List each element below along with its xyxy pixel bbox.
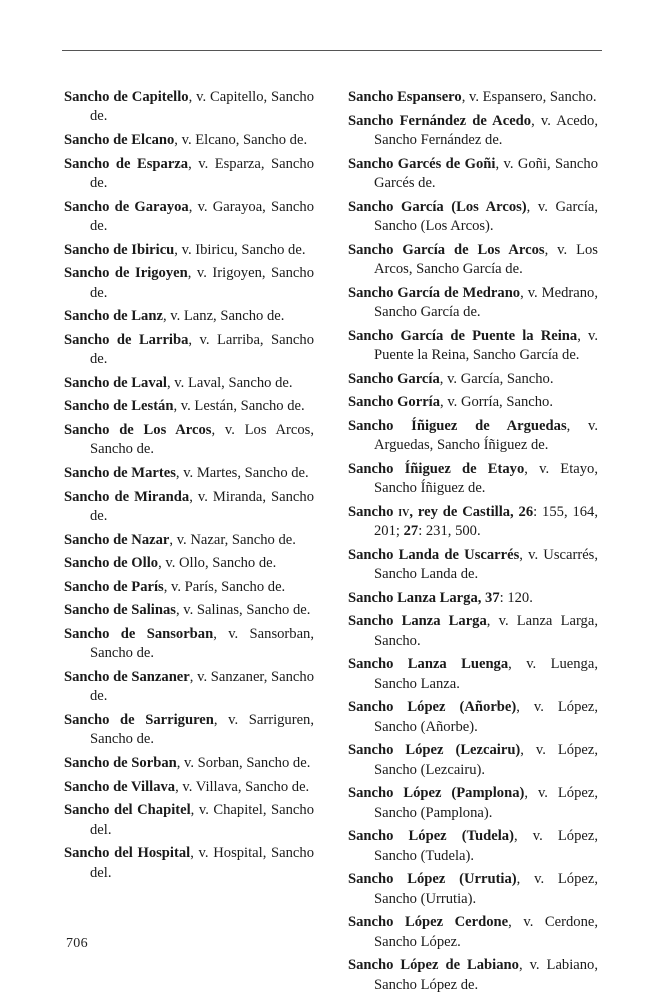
index-entry: [64, 374, 314, 393]
index-entry: [64, 198, 314, 237]
index-entry: [348, 827, 598, 866]
entry-reference: , v. Miranda, Sancho de.: [90, 488, 315, 524]
entry-heading: 26: [518, 503, 534, 520]
entry-heading: Sancho de Laval: [64, 374, 167, 391]
entry-reference: , v. Chapitel, Sancho del.: [90, 802, 314, 838]
entry-reference: , v. Villava, Sancho de.: [175, 778, 310, 795]
index-entry: [348, 112, 598, 151]
index-entry: [348, 417, 598, 456]
entry-reference: , v. Sanzaner, Sancho de.: [90, 668, 314, 705]
entry-reference: , v. Garayoa, Sancho de.: [90, 198, 314, 234]
entry-reference: , v. Cerdone, Sancho López.: [374, 914, 598, 950]
entry-reference: , v. Puente la Reina, Sancho García de.: [374, 327, 599, 363]
entry-heading: Sancho García de Los Arcos: [348, 241, 545, 258]
entry-reference: , v. Nazar, Sancho de.: [169, 531, 296, 548]
entry-heading: Sancho López (Tudela): [348, 828, 514, 845]
entry-reference: , v. López, Sancho (Añorbe).: [374, 699, 598, 735]
entry-reference: : 155, 164, 201;: [374, 503, 598, 540]
entry-reference: , v. Medrano, Sancho García de.: [374, 284, 598, 320]
entry-heading: Sancho del Hospital: [64, 845, 191, 862]
entry-heading: Sancho de Miranda: [64, 488, 190, 505]
index-entry: [64, 754, 314, 773]
index-entry: [348, 870, 598, 909]
entry-heading: Sancho García de Medrano: [348, 284, 521, 301]
entry-heading: Sancho de Sorban: [64, 754, 177, 771]
entry-reference: , v. Elcano, Sancho de.: [174, 132, 308, 148]
index-entry: [348, 913, 598, 952]
entry-heading: Sancho de Lestán: [64, 398, 174, 415]
index-entry: [64, 421, 314, 460]
index-column-left: [64, 88, 314, 887]
index-entry: [64, 668, 314, 707]
index-column-right: [348, 88, 598, 999]
index-entry: [64, 88, 314, 127]
entry-reference: , v. Hospital, Sancho del.: [90, 845, 315, 881]
entry-reference: , v. García, Sancho (Los Arcos).: [374, 198, 598, 234]
entry-reference: , v. Ollo, Sancho de.: [158, 555, 277, 572]
entry-reference: , v. Uscarrés, Sancho Landa de.: [374, 546, 598, 583]
entry-reference: , v. Labiano, Sancho López de.: [374, 957, 599, 993]
entry-heading: Sancho de Los Arcos: [64, 421, 212, 438]
entry-reference: , v. Sansorban, Sancho de.: [90, 625, 314, 662]
entry-heading: Sancho López Cerdone: [348, 914, 509, 931]
entry-heading: 27: [403, 523, 419, 540]
index-entry: [348, 393, 598, 412]
index-entry: [348, 327, 598, 366]
entry-heading: Sancho de Irigoyen: [64, 265, 188, 282]
index-entry: [348, 370, 598, 389]
index-entry: [64, 578, 314, 597]
entry-heading: Sancho de Garayoa: [64, 198, 189, 215]
index-entry: [64, 464, 314, 483]
index-entry: [64, 331, 314, 370]
entry-heading: Sancho Fernández de Acedo: [348, 112, 532, 129]
index-entry: [64, 801, 314, 840]
entry-reference: , v. Martes, Sancho de.: [175, 464, 309, 481]
entry-heading: Sancho Landa de Uscarrés: [348, 546, 520, 563]
entry-heading: Sancho de Villava: [64, 778, 176, 795]
entry-heading: Sancho García (Los Arcos): [348, 198, 527, 215]
index-entry: [348, 956, 598, 995]
index-entry: [64, 131, 314, 150]
entry-reference: , v. Laval, Sancho de.: [167, 374, 293, 391]
entry-reference: , v. Lestán, Sancho de.: [173, 398, 305, 415]
entry-heading: Sancho de Salinas: [64, 602, 176, 619]
entry-heading: Sancho de París: [64, 578, 164, 595]
entry-heading: 37: [485, 589, 500, 606]
entry-heading: Sancho de Sanzaner: [64, 668, 190, 685]
index-entry: [348, 503, 598, 542]
entry-heading: Sancho Gorría: [348, 394, 441, 411]
entry-heading: , rey de Castilla,: [409, 503, 519, 520]
entry-reference: , v. Acedo, Sancho Fernández de.: [374, 112, 599, 148]
entry-reference: , v. Luenga, Sancho Lanza.: [374, 656, 598, 692]
entry-reference: , v. Salinas, Sancho de.: [175, 602, 311, 619]
entry-reference: , v. Irigoyen, Sancho de.: [90, 265, 314, 301]
entry-heading: Sancho Íñiguez de Etayo: [348, 460, 525, 477]
index-entry: [348, 284, 598, 323]
entry-reference: , v. Gorría, Sancho.: [440, 394, 553, 411]
index-entry: [348, 589, 598, 608]
entry-reference: , v. Capitello, Sancho de.: [90, 89, 315, 125]
index-entry: [64, 155, 314, 194]
entry-reference: , v. Etayo, Sancho Íñiguez de.: [374, 460, 598, 497]
entry-reference: , v. Larriba, Sancho de.: [90, 331, 314, 368]
page-number: 706: [66, 936, 88, 951]
entry-heading: Sancho López (Pamplona): [348, 785, 525, 802]
index-entry: [348, 155, 598, 194]
entry-heading: Sancho de Elcano: [64, 132, 175, 148]
entry-heading: Sancho del Chapitel: [64, 802, 191, 819]
entry-heading: Sancho López (Urrutia): [348, 871, 517, 888]
index-entry: [64, 307, 314, 326]
index-entry: [348, 698, 598, 737]
index-entry: [348, 88, 598, 107]
index-entry: [64, 844, 314, 883]
index-entry: [64, 778, 314, 797]
index-entry: [348, 784, 598, 823]
entry-reference: , v. Espansero, Sancho.: [461, 89, 597, 105]
entry-reference: , v. Los Arcos, Sancho García de.: [374, 241, 598, 277]
entry-heading: Sancho de Lanz: [64, 308, 163, 325]
entry-reference: : 231, 500.: [418, 523, 481, 540]
entry-reference: , v. Sarriguren, Sancho de.: [90, 711, 314, 748]
entry-reference: , v. Sorban, Sancho de.: [176, 754, 311, 771]
index-entry: [64, 488, 314, 527]
index-entry: [348, 241, 598, 280]
index-entry: [64, 711, 314, 750]
entry-heading: Sancho de Sansorban: [64, 625, 214, 642]
index-entry: [64, 554, 314, 573]
index-entry: [348, 198, 598, 237]
entry-heading: Sancho López (Lezcairu): [348, 742, 521, 759]
entry-heading: Sancho de Esparza: [64, 155, 189, 172]
entry-heading: Sancho García de Puente la Reina: [348, 327, 578, 344]
index-entry: [64, 241, 314, 260]
index-entry: [64, 531, 314, 550]
entry-heading: iv: [398, 503, 410, 520]
entry-reference: , v. López, Sancho (Pamplona).: [374, 785, 598, 821]
entry-heading: Sancho de Sarriguren: [64, 711, 214, 728]
entry-reference: , v. París, Sancho de.: [163, 578, 286, 595]
entry-reference: , v. Ibiricu, Sancho de.: [174, 241, 306, 258]
entry-reference: , v. García, Sancho.: [439, 370, 554, 387]
entry-heading: Sancho de Martes: [64, 464, 176, 481]
entry-heading: Sancho Lanza Larga: [348, 613, 487, 630]
index-entry: [348, 546, 598, 585]
entry-reference: , v. Lanz, Sancho de.: [162, 308, 285, 325]
entry-heading: Sancho de Ibiricu: [64, 241, 175, 258]
entry-heading: Sancho de Capitello: [64, 89, 189, 105]
entry-reference: , v. Los Arcos, Sancho de.: [90, 421, 314, 458]
entry-heading: Sancho Lanza Larga,: [348, 589, 486, 606]
entry-reference: , v. Lanza Larga, Sancho.: [374, 613, 598, 649]
entry-heading: Sancho: [348, 503, 399, 520]
entry-heading: Sancho de Nazar: [64, 531, 170, 548]
index-entry: [348, 612, 598, 651]
index-entry: [348, 741, 598, 780]
index-entry: [348, 655, 598, 694]
index-entry: [64, 625, 314, 664]
entry-heading: Sancho Íñiguez de Arguedas: [348, 417, 567, 434]
entry-reference: , v. López, Sancho (Urrutia).: [374, 871, 598, 907]
index-entry: [64, 601, 314, 620]
entry-heading: Sancho López (Añorbe): [348, 699, 517, 716]
index-entry: [64, 264, 314, 303]
entry-reference: , v. Arguedas, Sancho Íñiguez de.: [374, 417, 599, 454]
index-entry: [64, 397, 314, 416]
entry-heading: Sancho Lanza Luenga: [348, 656, 509, 673]
entry-heading: Sancho López de Labiano: [348, 957, 519, 974]
entry-heading: Sancho de Larriba: [64, 331, 189, 348]
entry-heading: Sancho García: [348, 370, 440, 387]
entry-heading: Sancho de Ollo: [64, 555, 159, 572]
entry-reference: , v. López, Sancho (Tudela).: [374, 828, 598, 864]
entry-heading: Sancho Garcés de Goñi: [348, 155, 496, 172]
index-entry: [348, 460, 598, 499]
header-rule: [62, 50, 602, 51]
entry-heading: Sancho Espansero: [348, 89, 462, 105]
entry-reference: , v. Goñi, Sancho Garcés de.: [374, 155, 599, 191]
entry-reference: , v. López, Sancho (Lezcairu).: [374, 742, 598, 778]
entry-reference: , v. Esparza, Sancho de.: [90, 155, 314, 191]
entry-reference: : 120.: [499, 589, 533, 606]
